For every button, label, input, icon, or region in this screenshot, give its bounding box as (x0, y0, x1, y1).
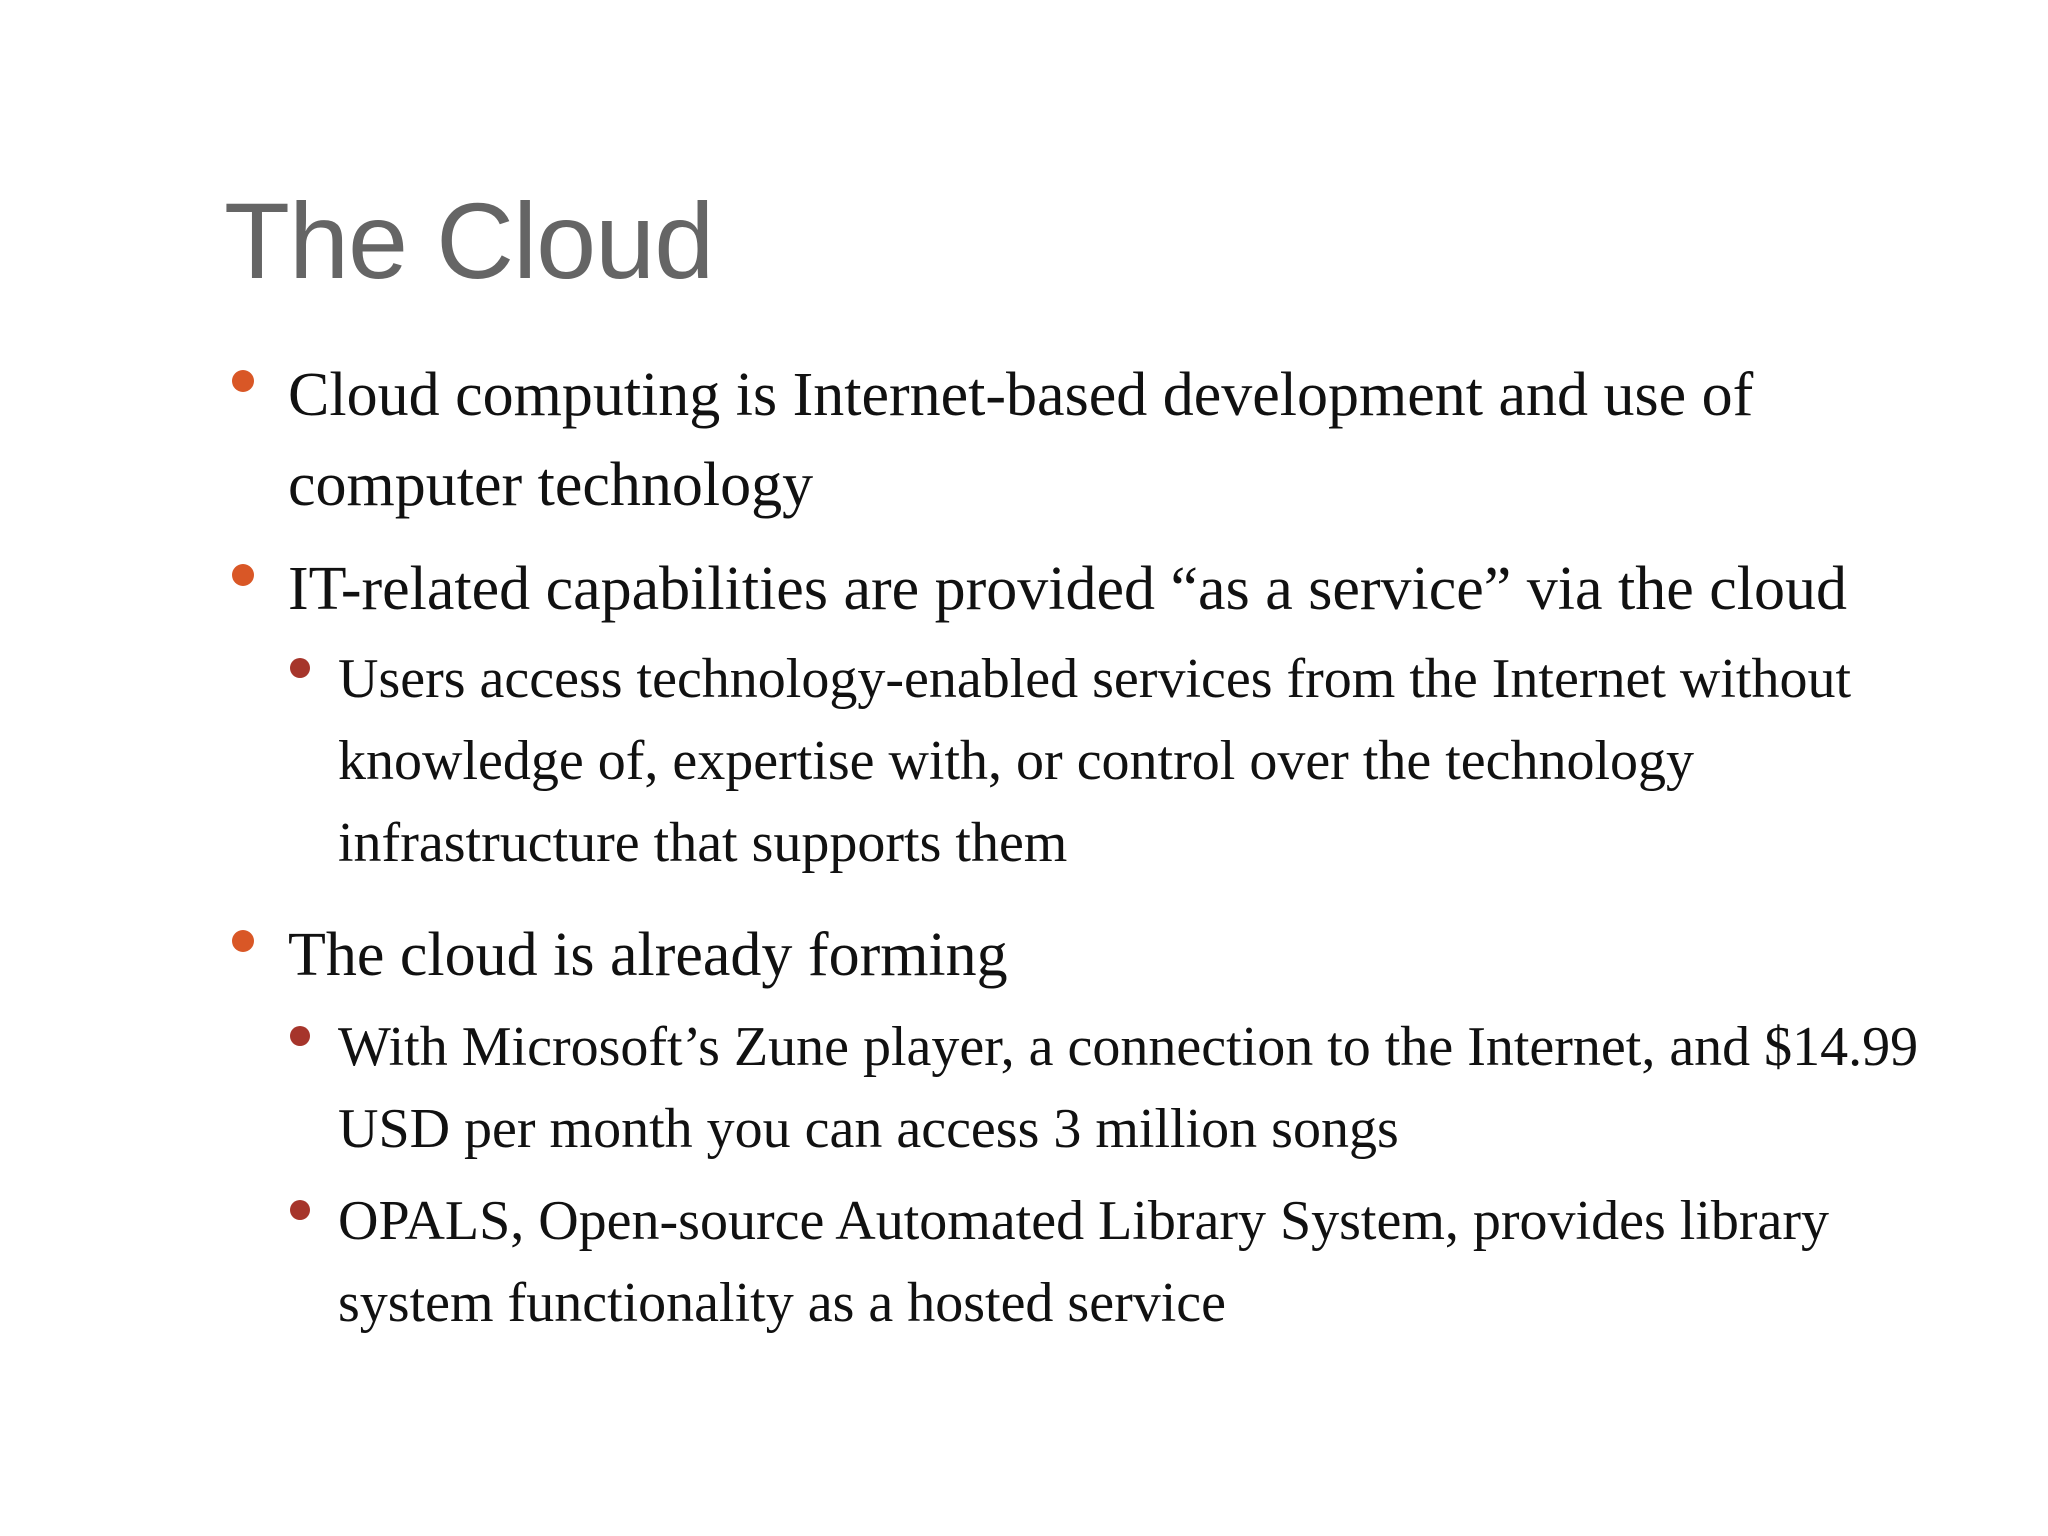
bullet-dot-icon (232, 564, 254, 586)
sub-bullet-text: Users access technology-enabled services from the Internet without knowledge of, expertise with, or control over the technology infrastructure that supports them (338, 648, 1852, 874)
slide-content (226, 350, 1946, 1344)
sub-bullet-text: With Microsoft’s Zune player, a connection to the Internet, and $14.99 USD per month you can access 3 million songs (338, 1016, 1919, 1160)
sub-bullet-dot-icon (290, 1026, 310, 1046)
slide-title: The Cloud (224, 180, 714, 301)
sub-bullet-item (288, 638, 1946, 884)
sub-bullet-dot-icon (290, 658, 310, 678)
bullet-text: IT-related capabilities are provided “as a service” via the cloud (288, 555, 1848, 623)
bullet-text: The cloud is already forming (288, 921, 1008, 989)
bullet-dot-icon (232, 370, 254, 392)
sub-bullet-item (288, 1180, 1946, 1344)
bullet-item (226, 544, 1946, 634)
bullet-item (226, 350, 1946, 530)
bullet-text: Cloud computing is Internet-based development and use of computer technology (288, 361, 1754, 519)
sub-bullet-dot-icon (290, 1200, 310, 1220)
bullet-item (226, 910, 1946, 1000)
bullet-dot-icon (232, 930, 254, 952)
sub-bullet-item (288, 1006, 1946, 1170)
sub-bullet-text: OPALS, Open-source Automated Library System, provides library system functionality as a hosted service (338, 1190, 1830, 1334)
